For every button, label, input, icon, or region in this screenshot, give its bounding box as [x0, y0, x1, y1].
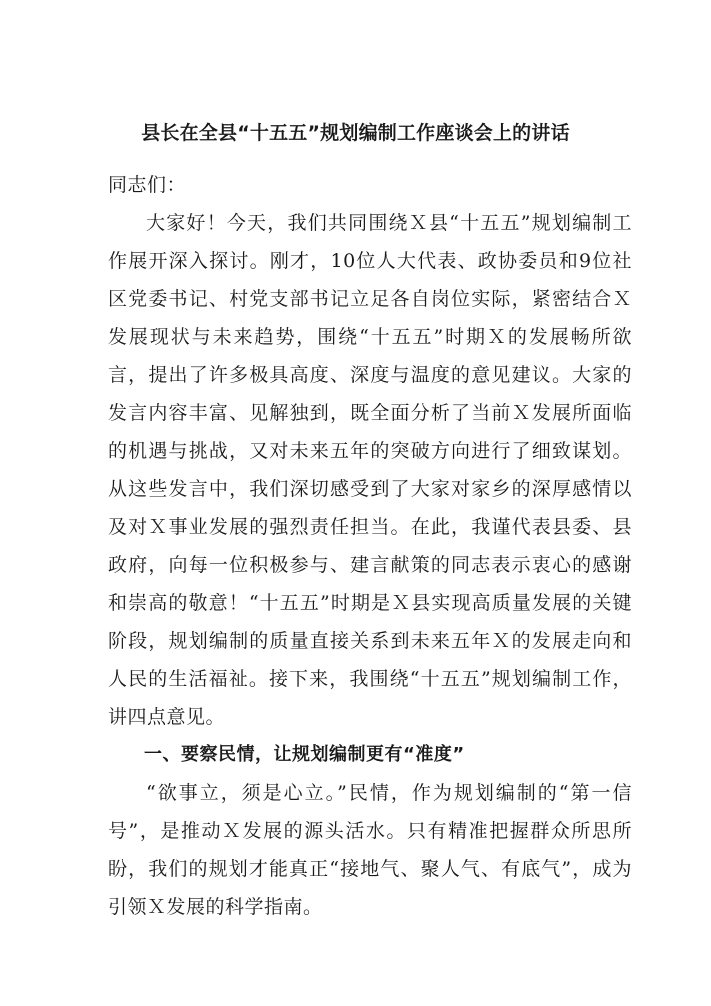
section-heading: 一、要察民情，让规划编制更有“准度” — [144, 744, 465, 765]
document-title: 县长在全县“十五五”规划编制工作座谈会上的讲话 — [141, 122, 570, 144]
opening-paragraph: 大家好！今天，我们共同围绕Ｘ县“十五五”规划编制工作展开深入探讨。刚才，10位人大代表、政协委员和9位社区党委书记、村党支部书记立足各自岗位实际，紧密结合Ｘ发展现状与未来趋势，围绕“十五五”时期Ｘ的发展畅所欲言，提出了许多极具高度、深度与温度的意见建议。大家的发言内容丰富、见解独到，既全面分析了当前Ｘ发展所面临的机遇与挑战，又对未来五年的突破方向进行了细致谋划。从这些发言中，我们深切感受到了大家对家乡的深厚感情以及对Ｘ事业发展的强烈责任担当。在此，我谨代表县委、县政府，向每一位积极参与、建言献策的同志表示衷心的感谢和崇高的敬意！“十五五”时期是Ｘ县实现高质量发展的关键阶段，规划编制的质量直接关系到未来五年Ｘ的发展走向和人民的生活福祉。接下来，我围绕“十五五”规划编制工作，讲四点意见。 — [108, 212, 632, 728]
document-body — [108, 166, 632, 926]
salutation: 同志们： — [108, 174, 187, 196]
section-paragraph: “欲事立，须是心立。”民情，作为规划编制的“第一信号”，是推动Ｘ发展的源头活水。只有精准把握群众所思所盼，我们的规划才能真正“接地气、聚人气、有底气”，成为引领Ｘ发展的科学指南。 — [108, 782, 632, 918]
